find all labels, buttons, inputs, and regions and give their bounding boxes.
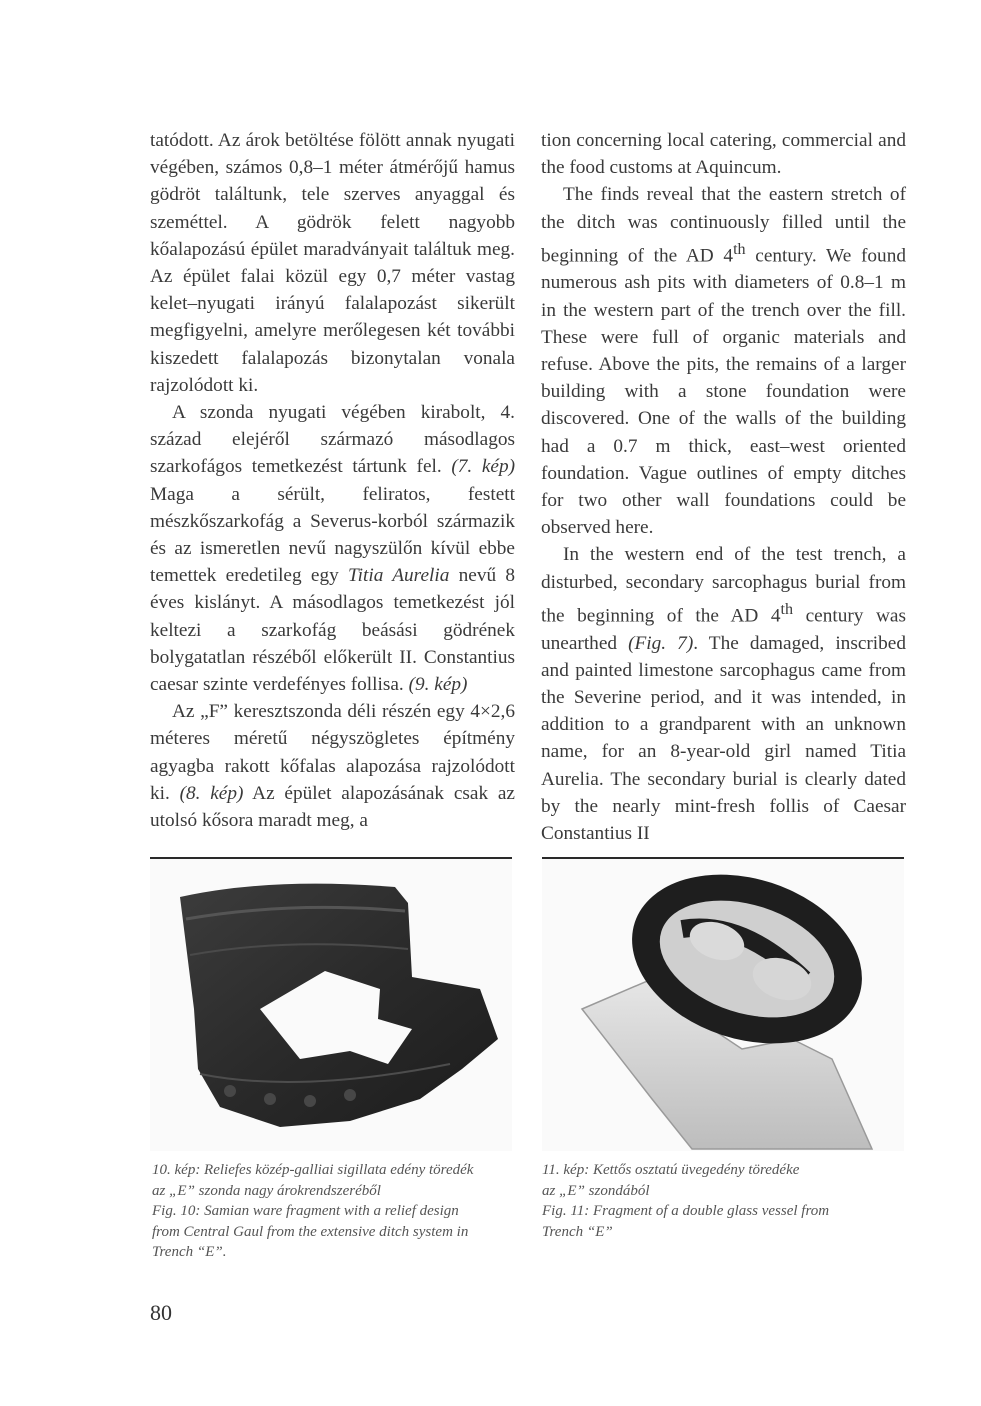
paragraph: tatódott. Az árok betöltése fölött annak nyugati végében, számos 0,8–1 méter átmérőjű hamus gödröt találtunk, tele szerves anyaggal és szeméttel. A gödrök felett nagyobb kőalapozású épület maradványait találtuk meg. Az épület falai közül egy 0,7 méter vastag kelet–nyugati irányú falalapozást sikerült megfigyelni, amelyre merőlegesen két további kiszedett falalapozás bizonytalan vonala rajzolódott ki. (150, 130, 515, 396)
paragraph: A szonda nyugati végében kirabolt, 4. század elejéről származó másodlagos szarkofágos temetkezést tártunk fel. (7. kép) Maga a sérült, feliratos, festett mészkőszarkofág a Severus-korból származik és az ismeretlen nevű nagyszülőn kívül ebbe temettek eredetileg egy Titia Aurelia nevű 8 éves kislányt. A másodlagos temetkezést jól keltezi a szarkofág beásási gödrének bolygatatlan részéből előkerült II. Constantius caesar szinte verdefényes follisa. (9. kép) (150, 402, 516, 696)
figure-11-caption: 11. kép: Kettős osztatú üvegedény töredéke az „E” szondából Fig. 11: Fragment of a double glass vessel from Trench “E” (542, 1162, 830, 1240)
figure-reference: (9. kép) (408, 674, 468, 696)
paragraph: Az „F” keresztszonda déli részén egy 4×2,6 méteres méretű négyszögletes építmény agyagba rakott kőfalas alapozása rajzolódott ki. (8. kép) Az épület alapozásának csak az utolsó kősora maradt meg, a (150, 701, 515, 832)
samian-ware-fragment-photo (150, 857, 512, 1151)
pottery-fragment-illustration (150, 859, 512, 1151)
paragraph: tion concerning local catering, commercial and the food customs at Aquincum. (541, 130, 906, 179)
glass-fragment-illustration (542, 859, 904, 1151)
figure-reference: (7. kép) (451, 456, 516, 478)
glass-vessel-fragment-photo (542, 857, 904, 1151)
figure-10-caption: 10. kép: Reliefes közép-galliai sigillata edény töredék az „E” szonda nagy árokrendszeréből Fig. 10: Samian ware fragment with a relief design from Central Gaul from the extensive ditch system in Trench “E”. (152, 1162, 474, 1260)
left-column-hungarian (150, 127, 515, 834)
figure-reference: (8. kép) (179, 782, 244, 804)
page-number: 80 (150, 1300, 172, 1325)
paragraph: The finds reveal that the eastern stretch of the ditch was continuously filled until the beginning of the AD 4th century. We found numerous ash pits with diameters of 0.8–1 m in the western part of the trench over the fill. These were full of organic materials and refuse. Above the pits, the remains of a larger building with a stone foundation were discovered. One of the walls of the building had a 0.7 m thick, east–west oriented foundation. Vague outlines of empty ditches for two other wall foundations could be observed here. (541, 184, 906, 539)
paragraph: In the western end of the test trench, a disturbed, secondary sarcophagus burial from the beginning of the AD 4th century was unearthed (Fig. 7). The damaged, inscribed and painted limestone sarcophagus came from the Severine period, and it was intended, in addition to a grandparent with an unknown name, for an 8-year-old girl named Titia Aurelia. The secondary burial is clearly dated by the nearly mint-fresh follis of Caesar Constantius II (541, 544, 906, 844)
person-name: Titia Aurelia (347, 565, 450, 587)
figure-reference: (Fig. 7) (628, 632, 694, 654)
right-column-english (541, 127, 906, 847)
